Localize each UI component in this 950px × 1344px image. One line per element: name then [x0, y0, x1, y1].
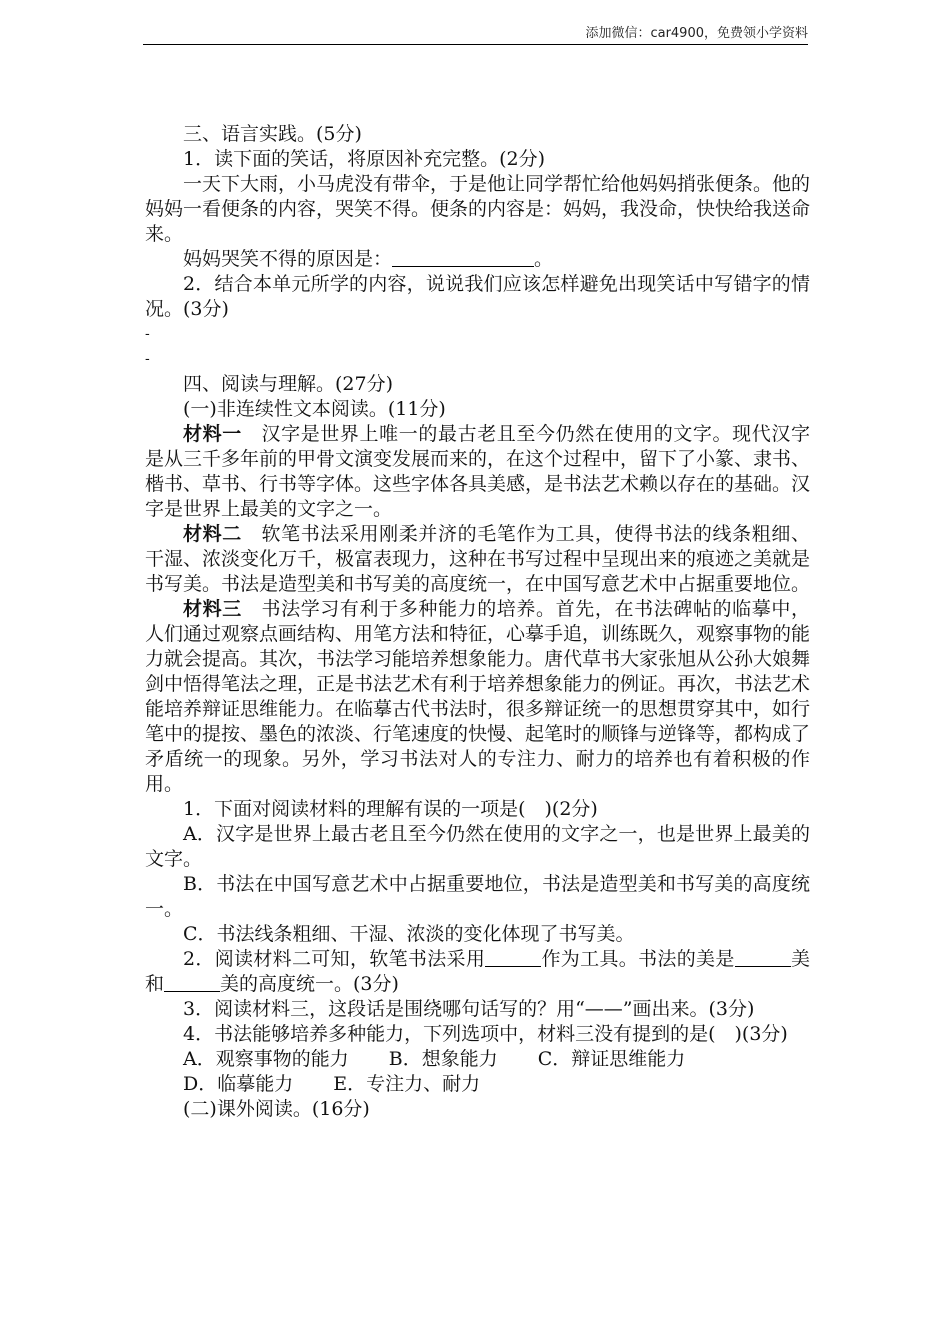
reading-q1-option-b[interactable]: B．书法在中国写意艺术中占据重要地位，书法是造型美和书写美的高度统一。: [145, 873, 810, 920]
q4-option-d[interactable]: D．临摹能力: [183, 1073, 294, 1095]
reading-q4-options-row-1: [145, 1047, 810, 1072]
section4-title: 四、阅读与理解。(27分): [183, 373, 394, 395]
reading-q2: [145, 947, 810, 997]
q2-part-1: 2．阅读材料二可知，软笔书法采用: [183, 948, 486, 970]
section4-part1-title: (一)非连续性文本阅读。(11分): [183, 398, 446, 420]
material-1-text: 汉字是世界上唯一的最古老且至今仍然在使用的文字。现代汉字是从三千多年前的甲骨文演变发展而来的，在这个过程中，留下了小篆、隶书、楷书、草书、行书等字体。这些字体各具美感，是书法艺术赖以存在的基础。汉字是世界上最美的文字之一。: [145, 423, 811, 520]
section3-q1-answer: [145, 247, 810, 272]
reading-q4-options-row-2: [145, 1072, 810, 1097]
section3-q2-stem: 2．结合本单元所学的内容，说说我们应该怎样避免出现笑话中写错字的情况。(3分): [145, 273, 810, 320]
section3-title: 三、语言实践。(5分): [183, 123, 362, 145]
material-3-text: 书法学习有利于多种能力的培养。首先，在书法碑帖的临摹中，人们通过观察点画结构、用笔方法和特征，心摹手追，训练既久，观察事物的能力就会提高。其次，书法学习能培养想象能力。唐代草书大家张旭从公孙大娘舞剑中悟得笔法之理，正是书法艺术有利于培养想象能力的例证。再次，书法艺术能培养辩证思维能力。在临摹古代书法时，很多辩证统一的思想贯穿其中，如行笔中的提按、墨色的浓淡、行笔速度的快慢、起笔时的顺锋与逆锋等，都构成了矛盾统一的现象。另外，学习书法对人的专注力、耐力的培养也有着积极的作用。: [145, 598, 811, 795]
q2-part-3: 美和: [145, 948, 810, 995]
reading-q4-stem: 4．书法能够培养多种能力，下列选项中，材料三没有提到的是( )(3分): [183, 1023, 788, 1045]
material-2-label: 材料二: [183, 523, 242, 545]
reading-q3-stem: 3．阅读材料三，这段话是围绕哪句话写的？用“——”画出来。(3分): [183, 998, 755, 1020]
q1-answer-suffix: 。: [534, 248, 554, 270]
q4-option-a[interactable]: A．观察事物的能力: [183, 1048, 349, 1070]
material-2-text: 软笔书法采用刚柔并济的毛笔作为工具，使得书法的线条粗细、干湿、浓淡变化万千，极富表现力，这种在书写过程中呈现出来的痕迹之美就是书写美。书法是造型美和书写美的高度统一，在中国写意艺术中占据重要地位。: [145, 523, 811, 595]
section3-q1-story: 一天下大雨，小马虎没有带伞，于是他让同学帮忙给他妈妈捎张便条。他的妈妈一看便条的内容，哭笑不得。便条的内容是：妈妈，我没命，快快给我送命来。: [145, 173, 811, 245]
q4-option-e[interactable]: E．专注力、耐力: [333, 1073, 481, 1095]
q4-option-c[interactable]: C．辩证思维能力: [537, 1048, 686, 1070]
q1-answer-blank[interactable]: [392, 248, 534, 267]
header-divider: [143, 44, 808, 45]
document-body: [145, 122, 810, 1122]
q2-part-2: 作为工具。书法的美是: [541, 948, 735, 970]
q1-answer-prefix: 妈妈哭笑不得的原因是：: [183, 248, 393, 270]
reading-q1-option-a[interactable]: A．汉字是世界上最古老且至今仍然在使用的文字之一，也是世界上最美的文字。: [145, 823, 810, 870]
material-1-label: 材料一: [183, 423, 242, 445]
material-2: [145, 522, 810, 597]
q2-blank-beauty-2[interactable]: [164, 973, 220, 992]
section4-part2-title: (二)课外阅读。(16分): [183, 1098, 370, 1120]
q4-option-b[interactable]: B．想象能力: [388, 1048, 498, 1070]
section3-q1-stem: 1．读下面的笑话，将原因补充完整。(2分): [183, 148, 546, 170]
answer-line-2[interactable]: -: [145, 351, 150, 367]
q2-blank-beauty-1[interactable]: [735, 948, 791, 967]
q2-blank-tool[interactable]: [485, 948, 541, 967]
answer-line-1[interactable]: -: [145, 326, 150, 342]
reading-q1-stem: 1．下面对阅读材料的理解有误的一项是( )(2分): [183, 798, 598, 820]
q2-part-4: 美的高度统一。(3分): [220, 973, 399, 995]
material-3-label: 材料三: [183, 598, 242, 620]
material-1: [145, 422, 810, 522]
page-header-text: 添加微信：car4900，免费领小学资料: [585, 26, 808, 41]
material-3: [145, 597, 810, 797]
reading-q1-option-c[interactable]: C．书法线条粗细、干湿、浓淡的变化体现了书写美。: [183, 923, 635, 945]
